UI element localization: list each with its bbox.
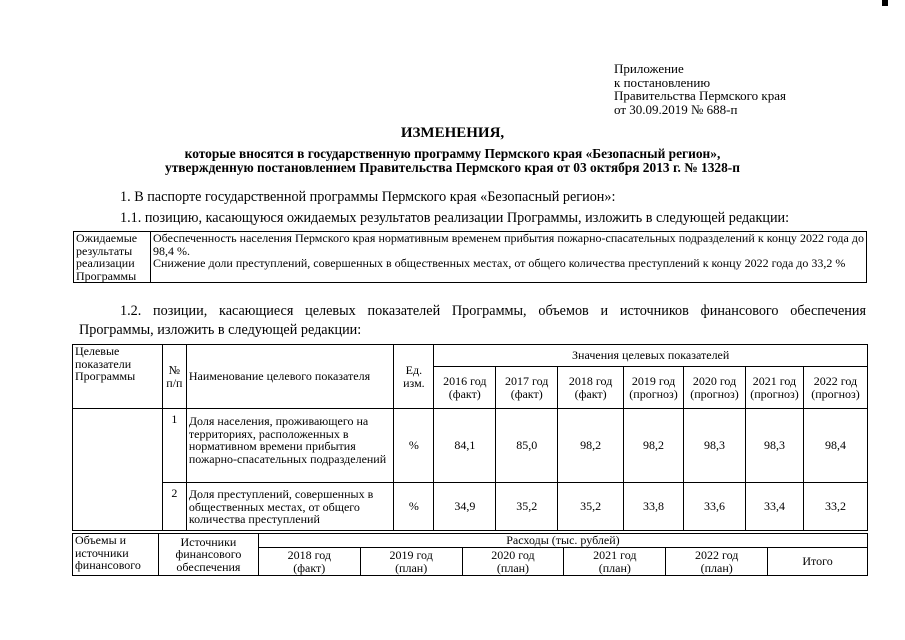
appendix-line: к постановлению <box>614 74 711 90</box>
year-header <box>684 367 746 409</box>
header-num: № п/п <box>162 345 186 409</box>
year-kind: (прогноз) <box>690 386 739 401</box>
row-value: 98,3 <box>746 409 804 483</box>
year-kind: (план) <box>598 560 631 575</box>
paragraph-1-1: 1.1. позицию, касающуюся ожидаемых результатов реализации Программы, изложить в следующей редакции: <box>120 210 790 226</box>
paragraph-1-2: 1.2. позиции, касающиеся целевых показателей Программы, объемов и источников финансового обеспечения <box>120 303 866 319</box>
row-value: 84,1 <box>434 409 496 483</box>
document-subtitle <box>0 147 905 174</box>
row-value: 34,9 <box>434 483 496 531</box>
year-label: 2020 год <box>491 548 535 562</box>
row-value: 33,2 <box>803 483 867 531</box>
header-sources: Источники финансового обеспечения <box>158 534 258 576</box>
year-kind: (прогноз) <box>750 386 799 401</box>
row-unit: % <box>394 483 434 531</box>
subtitle-line-2: утвержденную постановлением Правительства Пермского края от 03 октября 2013 г. № 1328-п <box>165 159 740 175</box>
year-header <box>558 367 624 409</box>
expected-results-table <box>73 231 867 283</box>
header-values: Значения целевых показателей <box>434 345 868 367</box>
year-kind: (факт) <box>448 386 481 401</box>
appendix-line: от 30.09.2019 № 688-п <box>614 101 738 117</box>
paragraph-1: 1. В паспорте государственной программы Пермского края «Безопасный регион»: <box>120 189 616 205</box>
year-kind: (факт) <box>293 560 326 575</box>
year-label: 2019 год <box>389 548 433 562</box>
row-value: 35,2 <box>558 483 624 531</box>
year-label: 2019 год <box>631 374 676 388</box>
row-value: 98,4 <box>803 409 867 483</box>
appendix-block <box>614 62 786 116</box>
row-num: 2 <box>162 483 186 531</box>
row-value: 33,4 <box>746 483 804 531</box>
header-volumes: Объемы и источники финансового <box>73 534 159 576</box>
row-value: 33,6 <box>684 483 746 531</box>
year-header <box>666 548 768 576</box>
row-value: 98,3 <box>684 409 746 483</box>
result-item-1: Обеспеченность населения Пермского края нормативным временем прибытия пожарно-спасательных подразделений к концу 2022 года до 98,4 %. <box>153 231 864 258</box>
row-unit: % <box>394 409 434 483</box>
year-header <box>624 367 684 409</box>
row-indicator-name: Доля преступлений, совершенных в общественных местах, от общего количества преступлений <box>186 483 394 531</box>
row-indicator-name: Доля населения, проживающего на территориях, расположенных в нормативном времени прибытия пожарно-спасательных подразделений <box>186 409 394 483</box>
year-label: 2021 год <box>593 548 637 562</box>
year-header <box>360 548 462 576</box>
year-label: 2021 год <box>752 374 797 388</box>
year-kind: (прогноз) <box>629 386 678 401</box>
header-total: Итого <box>768 548 868 576</box>
year-label: 2016 год <box>443 374 487 388</box>
year-header <box>564 548 666 576</box>
year-header <box>462 548 564 576</box>
year-header <box>258 548 360 576</box>
year-label: 2017 год <box>505 374 549 388</box>
appendix-line: Правительства Пермского края <box>614 88 786 103</box>
financing-table <box>72 533 868 576</box>
header-indicator-name: Наименование целевого показателя <box>186 345 394 409</box>
empty-cell <box>73 409 163 531</box>
subtitle-line-1: которые вносятся в государственную программу Пермского края «Безопасный регион», <box>184 146 721 161</box>
year-kind: (факт) <box>574 386 607 401</box>
paragraph-1-2-cont: Программы, изложить в следующей редакции: <box>79 322 362 338</box>
header-expenses: Расходы (тыс. рублей) <box>258 534 867 548</box>
row-value: 35,2 <box>496 483 558 531</box>
document-title: ИЗМЕНЕНИЯ, <box>400 125 505 141</box>
header-unit: Ед. изм. <box>394 345 434 409</box>
result-item-2: Снижение доли преступлений, совершенных в общественных местах, от общего количества преступлений к концу 2022 года до 33,2 % <box>153 256 846 270</box>
row-value: 33,8 <box>624 483 684 531</box>
year-header <box>496 367 558 409</box>
year-header <box>746 367 804 409</box>
year-label: 2022 год <box>694 548 739 562</box>
year-label: 2020 год <box>692 374 737 388</box>
results-values <box>151 232 867 283</box>
row-num: 1 <box>162 409 186 483</box>
row-value: 98,2 <box>558 409 624 483</box>
header-program-indicators: Целевые показатели Программы <box>73 345 163 409</box>
year-header <box>434 367 496 409</box>
row-value: 85,0 <box>496 409 558 483</box>
row-value: 98,2 <box>624 409 684 483</box>
appendix-line: Приложение <box>614 61 684 76</box>
year-kind: (факт) <box>510 386 543 401</box>
year-kind: (план) <box>395 560 428 575</box>
table-row <box>73 483 868 531</box>
scan-mark <box>882 0 888 6</box>
target-indicators-table <box>72 344 868 531</box>
year-label: 2018 год <box>568 374 613 388</box>
table-row <box>73 409 868 483</box>
results-label: Ожидаемые результаты реализации Программы <box>74 232 151 283</box>
year-kind: (прогноз) <box>811 386 860 401</box>
year-label: 2022 год <box>813 374 858 388</box>
year-kind: (план) <box>700 560 733 575</box>
year-header <box>803 367 867 409</box>
year-kind: (план) <box>496 560 530 575</box>
year-label: 2018 год <box>287 548 331 562</box>
